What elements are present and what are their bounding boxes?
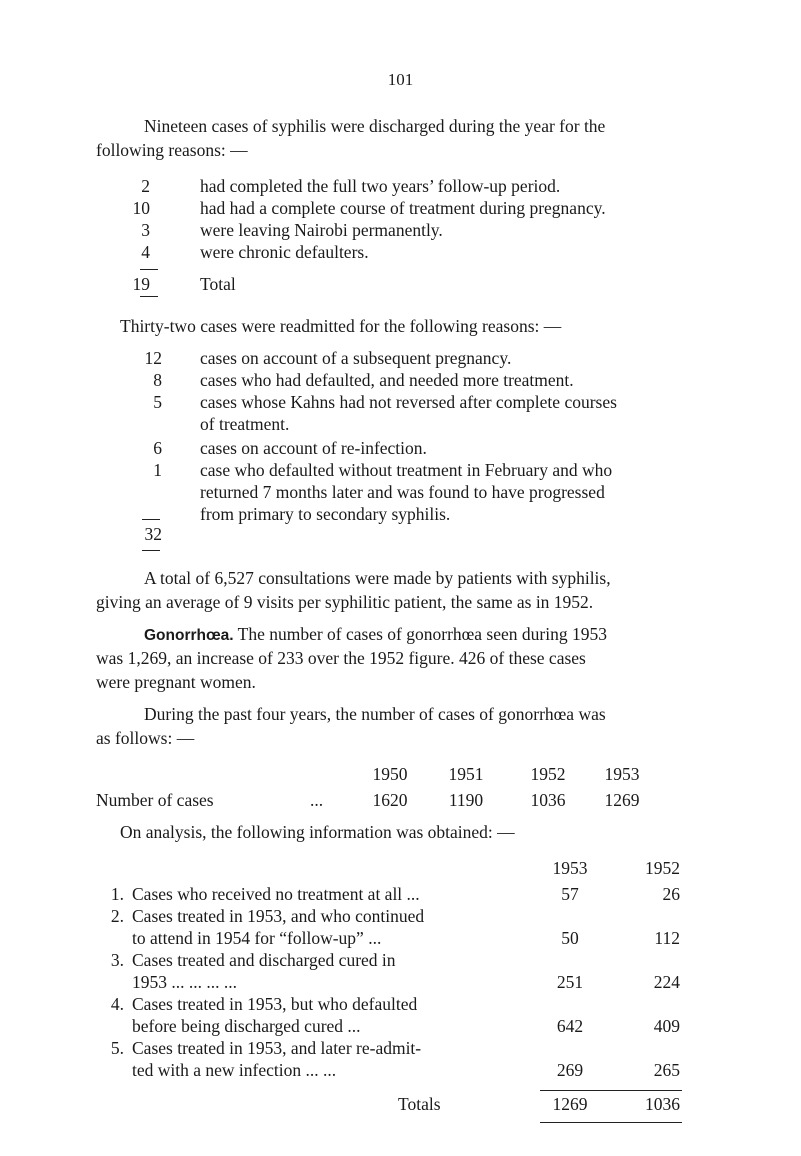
readmitted-count: 6 xyxy=(153,438,162,458)
readmitted-reason: from primary to secondary syphilis. xyxy=(200,504,451,524)
discharged-count: 10 xyxy=(132,198,150,218)
row-number: 2. xyxy=(110,906,124,926)
divider xyxy=(140,269,158,270)
total-1952: 1036 xyxy=(645,1094,680,1114)
row-description: Cases treated and discharged cured in xyxy=(132,950,396,970)
year-value: 1190 xyxy=(448,790,484,810)
consultations-line1: A total of 6,527 consultations were made by patients with syphilis, xyxy=(144,568,611,588)
row-description: before being discharged cured ... xyxy=(132,1016,361,1036)
para1-line2: following reasons: — xyxy=(96,140,248,160)
year-header: 1953 xyxy=(604,764,640,784)
page-number: 101 xyxy=(387,70,414,89)
row-description: to attend in 1954 for “follow-up” ... xyxy=(132,928,382,948)
year-value: 1620 xyxy=(372,790,408,810)
row-number: 4. xyxy=(110,994,124,1014)
year-value: 1036 xyxy=(530,790,566,810)
analysis-intro: On analysis, the following information was obtained: — xyxy=(120,822,515,842)
totals-rule-bottom xyxy=(540,1122,682,1123)
discharged-reason: had completed the full two years’ follow-up period. xyxy=(200,176,561,196)
row-number: 5. xyxy=(110,1038,124,1058)
gonorrhoea-line3: were pregnant women. xyxy=(96,672,256,692)
discharged-count: 2 xyxy=(141,176,150,196)
value-1952: 409 xyxy=(653,1016,680,1036)
readmitted-count: 5 xyxy=(153,392,162,412)
value-1953: 269 xyxy=(556,1060,584,1080)
readmitted-count: 12 xyxy=(144,348,162,368)
row-number: 1. xyxy=(110,884,124,904)
row-label: Number of cases xyxy=(96,790,214,810)
readmitted-reason: of treatment. xyxy=(200,414,290,434)
row-description: ted with a new infection ... ... xyxy=(132,1060,337,1080)
year-header: 1950 xyxy=(372,764,408,784)
gonorrhoea-heading: Gonorrhœa. xyxy=(144,627,234,644)
total-1953: 1269 xyxy=(552,1094,588,1114)
four-years-line1: During the past four years, the number of cases of gonorrhœa was xyxy=(144,704,606,724)
gonorrhoea-line2: was 1,269, an increase of 233 over the 1952 figure. 426 of these cases xyxy=(96,648,586,668)
value-1952: 224 xyxy=(653,972,680,992)
readmitted-total-count: 32 xyxy=(144,524,162,544)
four-years-line2: as follows: — xyxy=(96,728,195,748)
discharged-count: 3 xyxy=(141,220,150,240)
row-description: Cases treated in 1953, and who continued xyxy=(132,906,425,926)
discharged-total-label: Total xyxy=(200,274,236,294)
divider xyxy=(140,296,158,297)
readmitted-reason: cases on account of a subsequent pregnancy. xyxy=(200,348,512,368)
para1-line1: Nineteen cases of syphilis were discharged during the year for the xyxy=(144,116,606,136)
value-1952: 112 xyxy=(654,928,680,948)
divider xyxy=(142,519,160,520)
row-description: Cases treated in 1953, and later re-admit- xyxy=(132,1038,422,1058)
discharged-reason: had had a complete course of treatment during pregnancy. xyxy=(200,198,606,218)
discharged-reason: were leaving Nairobi permanently. xyxy=(200,220,443,240)
value-1953: 642 xyxy=(556,1016,584,1036)
totals-label: Totals xyxy=(398,1094,441,1114)
analysis-col-header: 1952 xyxy=(645,858,680,878)
readmitted-reason: cases who had defaulted, and needed more treatment. xyxy=(200,370,574,390)
year-header: 1952 xyxy=(530,764,566,784)
discharged-reason: were chronic defaulters. xyxy=(200,242,369,262)
readmitted-reason: case who defaulted without treatment in February and who xyxy=(200,460,613,480)
divider xyxy=(142,550,160,551)
readmitted-reason: cases whose Kahns had not reversed after complete courses xyxy=(200,392,617,412)
readmitted-reason: cases on account of re-infection. xyxy=(200,438,427,458)
year-header: 1951 xyxy=(448,764,484,784)
value-1953: 57 xyxy=(561,884,579,904)
discharged-total-count: 19 xyxy=(132,274,150,294)
value-1952: 265 xyxy=(653,1060,680,1080)
value-1953: 50 xyxy=(561,928,579,948)
value-1952: 26 xyxy=(662,884,680,904)
totals-rule-top xyxy=(540,1090,682,1091)
discharged-count: 4 xyxy=(141,242,150,262)
readmitted-count: 8 xyxy=(153,370,162,390)
year-value: 1269 xyxy=(604,790,640,810)
consultations-line2: giving an average of 9 visits per syphilitic patient, the same as in 1952. xyxy=(96,592,594,612)
readmitted-intro: Thirty-two cases were readmitted for the following reasons: — xyxy=(120,316,562,336)
row-number: 3. xyxy=(110,950,124,970)
row-description: Cases treated in 1953, but who defaulted xyxy=(132,994,418,1014)
readmitted-count: 1 xyxy=(153,460,162,480)
row-description: Cases who received no treatment at all ... xyxy=(132,884,420,904)
gonorrhoea-line1 xyxy=(144,622,607,648)
readmitted-reason: returned 7 months later and was found to have progressed xyxy=(200,482,605,502)
row-dots: ... xyxy=(310,790,324,810)
gonorrhoea-line1-text: The number of cases of gonorrhœa seen during 1953 xyxy=(237,624,607,644)
row-description: 1953 ... ... ... ... xyxy=(132,972,237,992)
analysis-col-header: 1953 xyxy=(552,858,588,878)
value-1953: 251 xyxy=(556,972,584,992)
